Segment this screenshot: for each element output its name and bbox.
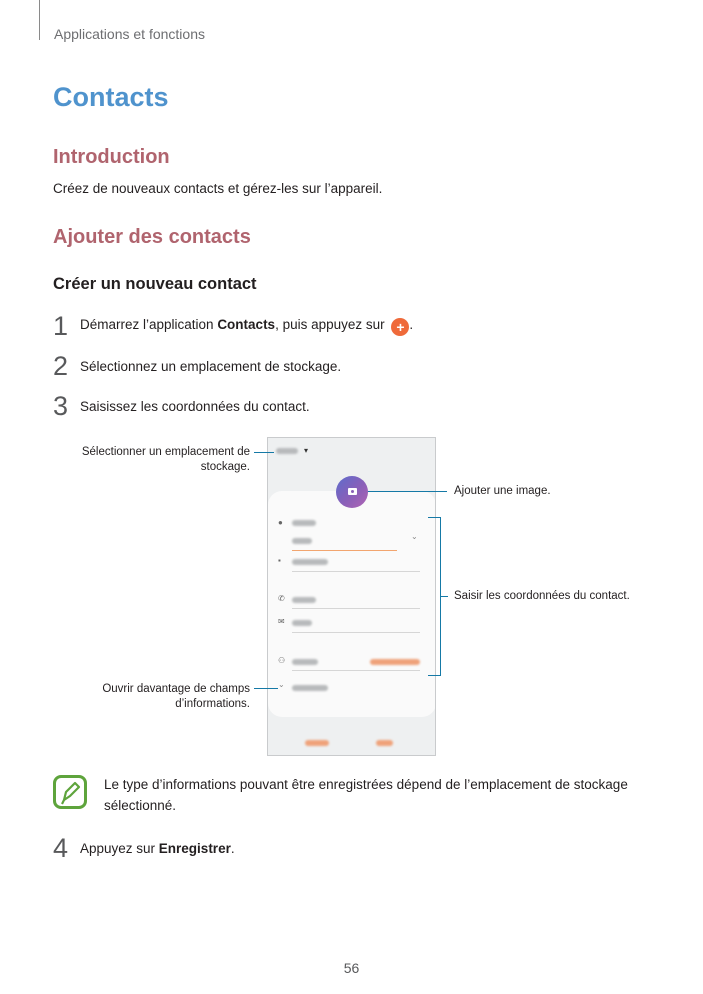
callout-image: Ajouter une image. xyxy=(454,485,551,497)
add-image-button xyxy=(336,476,368,508)
step-number: 3 xyxy=(53,391,69,421)
introduction-heading: Introduction xyxy=(53,146,170,168)
groups-value-blurred xyxy=(370,659,420,665)
organization-icon: ▪ xyxy=(278,556,281,565)
create-contact-subheading: Créer un nouveau contact xyxy=(53,275,257,293)
view-more-chevron-icon: ⌄ xyxy=(278,680,285,689)
step-text-part: Démarrez l’application xyxy=(80,317,218,332)
groups-label-blurred xyxy=(292,659,318,665)
callout-more-fields: Ouvrir davantage de champs d’informations. xyxy=(102,683,250,710)
section-header: Applications et fonctions xyxy=(54,26,205,42)
bracket-bottom xyxy=(428,675,441,676)
note-pencil-icon xyxy=(53,775,87,809)
header-rule xyxy=(39,0,40,40)
save-label: Enregistrer xyxy=(158,841,231,856)
step-2 xyxy=(53,353,341,380)
step-4 xyxy=(53,835,235,862)
step-number: 2 xyxy=(53,351,69,381)
save-button-blurred xyxy=(376,740,393,746)
page-number: 56 xyxy=(343,960,360,976)
groups-field-underline xyxy=(292,670,420,671)
email-icon: ✉ xyxy=(278,617,285,626)
camera-icon xyxy=(348,488,357,495)
page-title: Contacts xyxy=(53,82,169,112)
person-icon: ● xyxy=(278,518,283,527)
step-text: Sélectionnez un emplacement de stockage. xyxy=(80,359,342,374)
cancel-button-blurred xyxy=(305,740,329,746)
organization-field-underline xyxy=(292,571,420,572)
phone-screenshot xyxy=(267,437,436,756)
name-field-blurred xyxy=(292,538,312,544)
step-3 xyxy=(53,393,310,420)
step-text: Saisissez les coordonnées du contact. xyxy=(80,399,310,414)
step-text xyxy=(80,317,413,336)
note-text: Le type d’informations pouvant être enregistrées dépend de l’emplacement de stockage sélectionné. xyxy=(104,777,628,813)
step-text-part: , puis appuyez sur xyxy=(275,317,385,332)
storage-selector xyxy=(276,446,308,455)
step-number: 1 xyxy=(53,311,69,341)
app-name: Contacts xyxy=(217,317,276,332)
step-text-part: . xyxy=(409,317,414,332)
callout-line-details xyxy=(440,596,448,597)
callout-line-storage xyxy=(254,452,274,453)
chevron-down-icon: ⌄ xyxy=(411,532,418,541)
storage-label-blurred xyxy=(276,448,298,454)
email-field-underline xyxy=(292,632,420,633)
view-more-blurred xyxy=(292,685,328,691)
callout-line-image xyxy=(367,491,447,492)
contact-form-card xyxy=(268,491,436,717)
plus-icon: + xyxy=(391,318,409,336)
pencil-glyph xyxy=(56,778,84,806)
step-1 xyxy=(53,313,413,340)
name-field-underline xyxy=(292,550,397,551)
callout-line-more-fields xyxy=(254,688,278,689)
phone-icon: ✆ xyxy=(278,594,285,603)
dropdown-arrow-icon: ▾ xyxy=(304,446,309,455)
step-text xyxy=(80,841,235,856)
step-number: 4 xyxy=(53,833,69,863)
phone-field-underline xyxy=(292,608,420,609)
phone-field-blurred xyxy=(292,597,316,603)
introduction-text: Créez de nouveaux contacts et gérez-les sur l’appareil. xyxy=(53,181,383,196)
organization-field-blurred xyxy=(292,559,328,565)
name-label-blurred xyxy=(292,520,316,526)
callout-storage: Sélectionner un emplacement de stockage. xyxy=(81,446,250,473)
step-text-part: Appuyez sur xyxy=(80,841,159,856)
groups-icon: ⚇ xyxy=(278,656,286,665)
email-field-blurred xyxy=(292,620,312,626)
callout-details: Saisir les coordonnées du contact. xyxy=(454,590,630,602)
step-text-part: . xyxy=(230,841,235,856)
add-contacts-heading: Ajouter des contacts xyxy=(53,226,251,248)
